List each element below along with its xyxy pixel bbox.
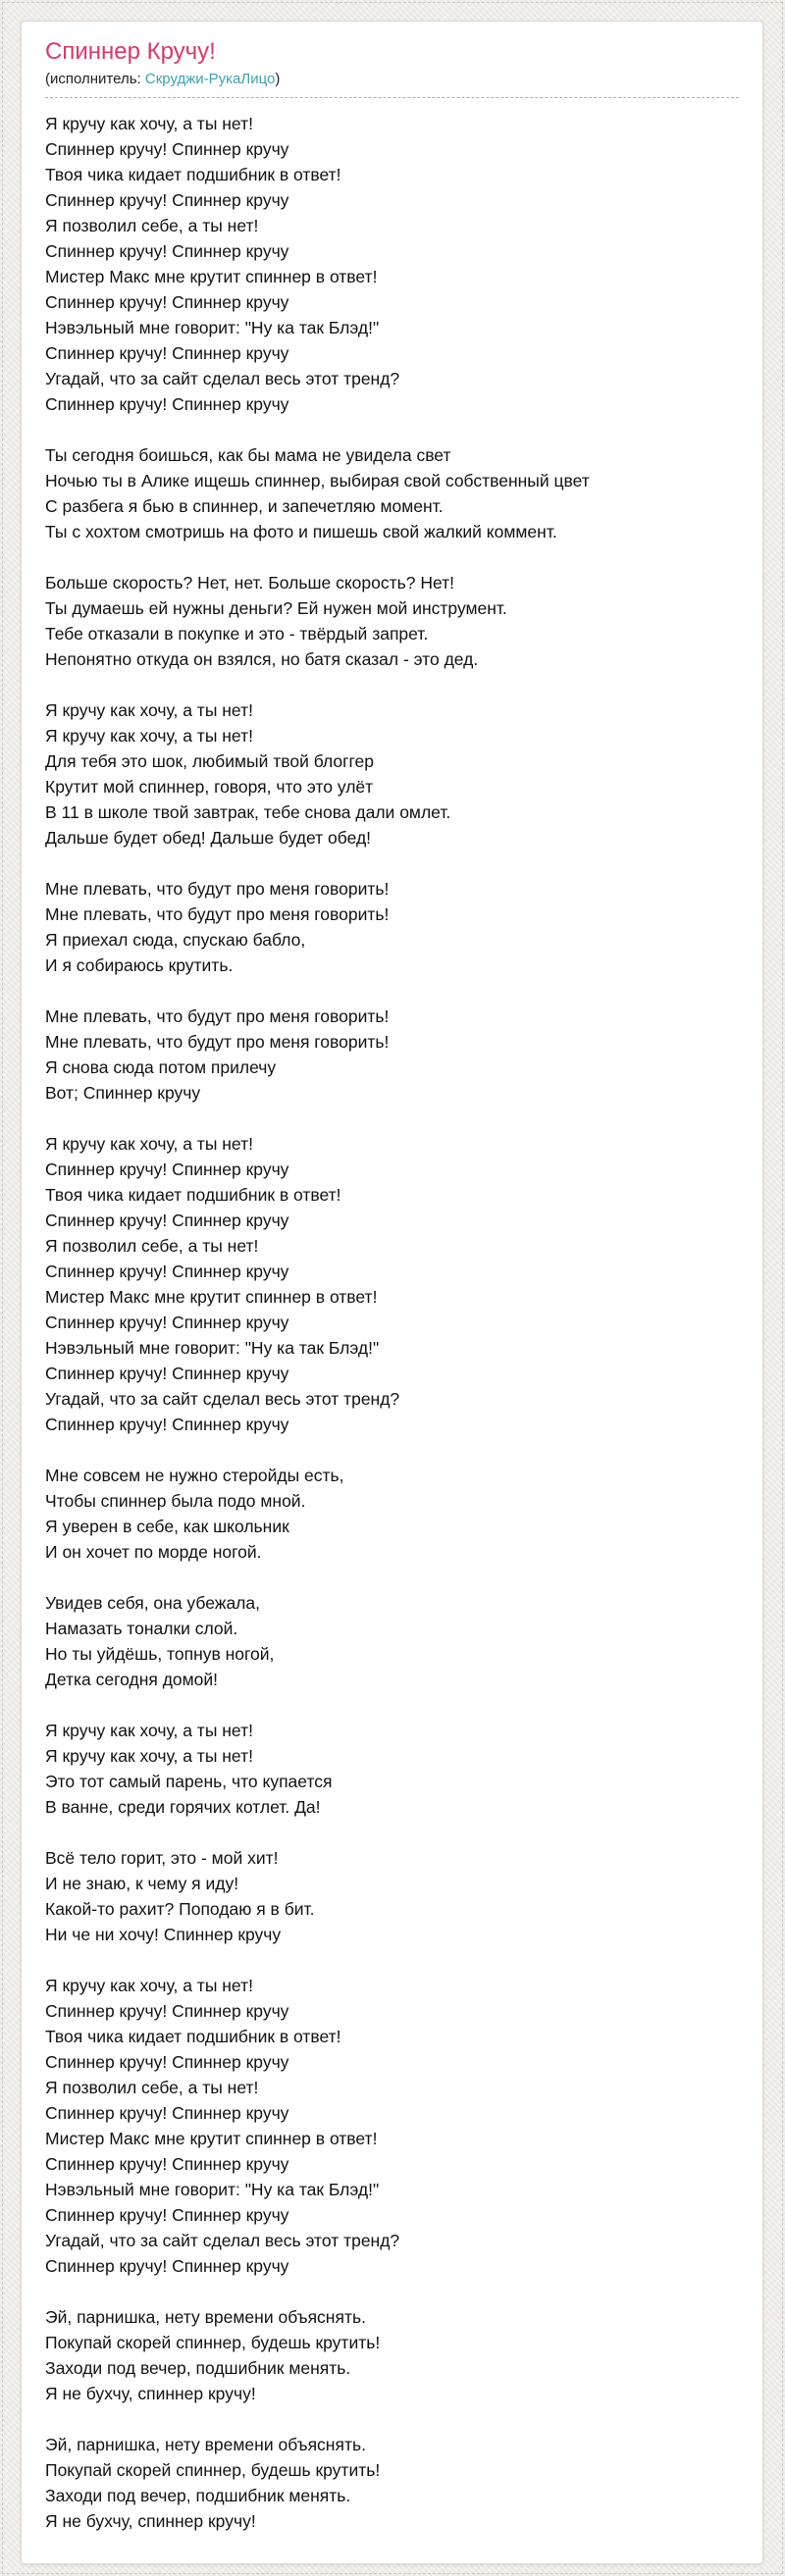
lyric-line: Я кручу как хочу, а ты нет! <box>45 114 253 133</box>
stanza <box>45 1845 739 1947</box>
lyric-line: Покупай скорей спиннер, будешь крутить! <box>45 2460 381 2480</box>
stanza <box>45 2432 739 2534</box>
lyrics-card <box>21 21 763 2564</box>
lyric-line: Я кручу как хочу, а ты нет! <box>45 726 253 746</box>
stanza <box>45 1463 739 1565</box>
lyric-line: Какой-то рахит? Поподаю я в бит. <box>45 1899 315 1919</box>
stanza <box>45 697 739 850</box>
lyric-line: Я позволил себе, а ты нет! <box>45 2078 259 2097</box>
lyric-line: Но ты уйдёшь, топнув ногой, <box>45 1644 275 1664</box>
lyric-line: Я кручу как хочу, а ты нет! <box>45 1746 253 1766</box>
lyric-line: Покупай скорей спиннер, будешь крутить! <box>45 2333 381 2352</box>
lyric-line: Спиннер кручу! Спиннер кручу <box>45 1415 289 1434</box>
stanza <box>45 876 739 978</box>
lyric-line: Намазать тоналки слой. <box>45 1619 238 1638</box>
lyric-line: Спиннер кручу! Спиннер кручу <box>45 2052 289 2072</box>
lyric-line: И он хочет по морде ногой. <box>45 1542 262 1562</box>
lyric-line: Спиннер кручу! Спиннер кручу <box>45 394 289 414</box>
lyric-line: Заходи под вечер, подшибник менять. <box>45 2486 351 2505</box>
lyric-line: Мне плевать, что будут про меня говорить! <box>45 1032 390 1052</box>
lyric-line: С разбега я бью в спиннер, и запечетляю момент. <box>45 496 444 516</box>
artist-link[interactable]: Скруджи-РукаЛицо <box>144 71 276 87</box>
lyric-line: Мне совсем не нужно стеройды есть, <box>45 1466 344 1485</box>
lyric-line: Тебе отказали в покупке и это - твёрдый запрет. <box>45 624 429 644</box>
lyric-line: Я снова сюда потом прилечу <box>45 1057 277 1077</box>
lyric-line: Твоя чика кидает подшибник в ответ! <box>45 2027 341 2046</box>
lyric-line: Непонятно откуда он взялся, но батя сказал - это дед. <box>45 649 479 669</box>
lyric-line: Ты думаешь ей нужны деньги? Ей нужен мой инструмент. <box>45 598 507 618</box>
lyric-line: Вот; Спиннер кручу <box>45 1083 201 1103</box>
lyric-line: Нэвэльный мне говорит: "Ну ка так Блэд!" <box>45 318 380 337</box>
lyric-line: Нэвэльный мне говорит: "Ну ка так Блэд!" <box>45 2180 380 2199</box>
lyric-line: Угадай, что за сайт сделал весь этот тренд? <box>45 1389 400 1409</box>
lyric-line: Нэвэльный мне говорит: "Ну ка так Блэд!" <box>45 1338 380 1358</box>
stanza <box>45 2304 739 2406</box>
lyric-line: Больше скорость? Нет, нет. Больше скорость? Нет! <box>45 573 455 592</box>
lyric-line: И я собираюсь крутить. <box>45 955 234 975</box>
lyric-line: Мне плевать, что будут про меня говорить! <box>45 904 390 924</box>
lyric-line: Спиннер кручу! Спиннер кручу <box>45 2154 289 2174</box>
lyric-line: Спиннер кручу! Спиннер кручу <box>45 292 289 312</box>
lyric-line: Спиннер кручу! Спиннер кручу <box>45 2205 289 2225</box>
lyric-line: Крутит мой спиннер, говоря, что это улёт <box>45 777 374 797</box>
lyric-line: Спиннер кручу! Спиннер кручу <box>45 1159 289 1179</box>
song-title: Спиннер Кручу! <box>45 38 216 65</box>
lyric-line: Я уверен в себе, как школьник <box>45 1517 289 1536</box>
lyric-line: Чтобы спиннер была подо мной. <box>45 1491 306 1511</box>
lyric-line: Я приехал сюда, спускаю бабло, <box>45 930 306 950</box>
lyric-line: Заходи под вечер, подшибник менять. <box>45 2358 351 2378</box>
lyric-line: Спиннер кручу! Спиннер кручу <box>45 139 289 159</box>
lyric-line: Мистер Макс мне крутит спиннер в ответ! <box>45 2129 378 2148</box>
stanza <box>45 1004 739 1106</box>
lyric-line: Мистер Макс мне крутит спиннер в ответ! <box>45 1287 378 1307</box>
lyric-line: Спиннер кручу! Спиннер кручу <box>45 241 289 261</box>
lyric-line: Угадай, что за сайт сделал весь этот тренд? <box>45 2231 400 2250</box>
lyric-line: Спиннер кручу! Спиннер кручу <box>45 1313 289 1332</box>
lyric-line: Мистер Макс мне крутит спиннер в ответ! <box>45 267 378 286</box>
artist-line <box>45 71 739 98</box>
lyric-line: Спиннер кручу! Спиннер кручу <box>45 343 289 363</box>
lyric-line: Я позволил себе, а ты нет! <box>45 216 259 235</box>
lyric-line: Угадай, что за сайт сделал весь этот тренд? <box>45 369 400 388</box>
lyric-line: Спиннер кручу! Спиннер кручу <box>45 1364 289 1383</box>
lyric-line: Я кручу как хочу, а ты нет! <box>45 1134 253 1154</box>
lyric-line: Детка сегодня домой! <box>45 1670 219 1689</box>
lyric-line: Твоя чика кидает подшибник в ответ! <box>45 165 341 184</box>
lyric-line: Мне плевать, что будут про меня говорить! <box>45 879 390 899</box>
lyric-line: Я не бухчу, спиннер кручу! <box>45 2384 256 2403</box>
lyric-line: Спиннер кручу! Спиннер кручу <box>45 2256 289 2276</box>
lyric-line: В 11 в школе твой завтрак, тебе снова дали омлет. <box>45 802 451 822</box>
lyric-line: Спиннер кручу! Спиннер кручу <box>45 190 289 210</box>
lyric-line: Спиннер кручу! Спиннер кручу <box>45 2001 289 2021</box>
stanza <box>45 1973 739 2279</box>
lyric-line: Я позволил себе, а ты нет! <box>45 1236 259 1256</box>
lyric-line: Увидев себя, она убежала, <box>45 1593 260 1613</box>
lyric-line: Эй, парнишка, нету времени объяснять. <box>45 2435 366 2454</box>
lyric-line: Всё тело горит, это - мой хит! <box>45 1848 279 1868</box>
lyric-line: И не знаю, к чему я иду! <box>45 1874 239 1893</box>
lyric-line: Ты сегодня боишься, как бы мама не увидела свет <box>45 445 451 465</box>
lyric-line: Ночью ты в Алике ищешь спиннер, выбирая свой собственный цвет <box>45 471 590 490</box>
lyric-line: Спиннер кручу! Спиннер кручу <box>45 1262 289 1281</box>
stanza <box>45 570 739 672</box>
lyric-line: Я не бухчу, спиннер кручу! <box>45 2511 256 2531</box>
stanza <box>45 1718 739 1820</box>
lyric-line: В ванне, среди горячих котлет. Да! <box>45 1797 321 1817</box>
lyric-line: Это тот самый парень, что купается <box>45 1772 333 1791</box>
lyric-line: Ты с хохтом смотришь на фото и пишешь свой жалкий коммент. <box>45 522 557 541</box>
stanza <box>45 1590 739 1692</box>
lyric-line: Эй, парнишка, нету времени объяснять. <box>45 2307 366 2327</box>
stanza <box>45 1131 739 1437</box>
lyric-line: Для тебя это шок, любимый твой блоггер <box>45 751 374 771</box>
lyric-line: Я кручу как хочу, а ты нет! <box>45 1721 253 1740</box>
lyric-line: Ни че ни хочу! Спиннер кручу <box>45 1925 282 1944</box>
lyric-line: Мне плевать, что будут про меня говорить! <box>45 1006 390 1026</box>
stanza <box>45 111 739 417</box>
lyric-line: Я кручу как хочу, а ты нет! <box>45 700 253 720</box>
artist-label: (исполнитель: <box>45 71 145 87</box>
lyrics <box>45 98 739 2534</box>
lyric-line: Твоя чика кидает подшибник в ответ! <box>45 1185 341 1205</box>
lyric-line: Спиннер кручу! Спиннер кручу <box>45 2103 289 2123</box>
stanza <box>45 442 739 544</box>
lyric-line: Я кручу как хочу, а ты нет! <box>45 1976 253 1995</box>
artist-suffix: ) <box>275 71 281 87</box>
lyric-line: Дальше будет обед! Дальше будет обед! <box>45 828 372 848</box>
lyric-line: Спиннер кручу! Спиннер кручу <box>45 1211 289 1230</box>
